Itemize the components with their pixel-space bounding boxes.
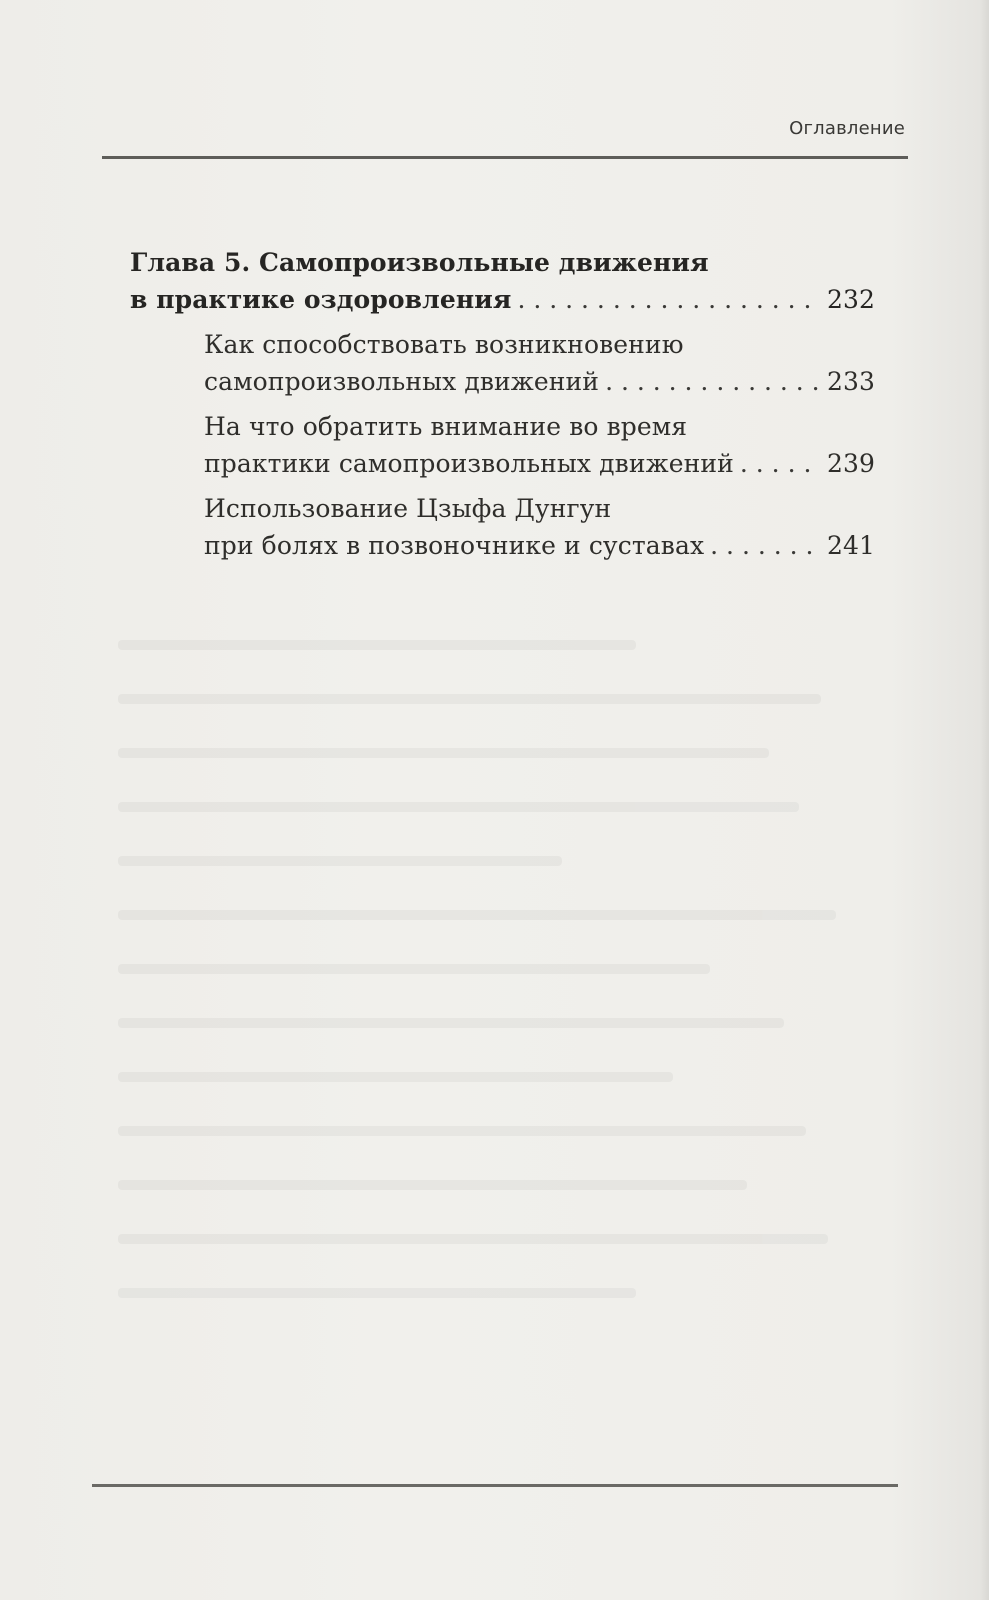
toc-section-entry[interactable] [204, 326, 875, 400]
section-title-line-1: Использование Цзыфа Дунгун [204, 494, 612, 523]
section-title-line-2: при болях в позвоночнике и суставах [204, 531, 705, 560]
section-title-line-1: На что обратить внимание во время [204, 412, 688, 441]
running-head: Оглавление [789, 118, 905, 139]
section-page-number: 239 [826, 449, 875, 478]
toc-section-entry[interactable] [204, 408, 875, 482]
section-page-number: 241 [826, 531, 875, 560]
dot-leader [740, 445, 821, 482]
table-of-contents [130, 244, 875, 564]
dot-leader [517, 281, 821, 318]
page-edge [979, 0, 989, 1600]
chapter-title-line-1: Глава 5. Самопроизвольные движения [130, 248, 709, 277]
section-page-number: 233 [826, 367, 875, 396]
dot-leader [605, 363, 821, 400]
section-title-line-2: практики самопроизвольных движений [204, 449, 734, 478]
dot-leader [710, 527, 821, 564]
section-title-line-1: Как способствовать возникновению [204, 330, 684, 359]
bottom-rule [92, 1484, 898, 1487]
section-title-line-2-row [204, 527, 875, 564]
toc-section-entry[interactable] [204, 490, 875, 564]
toc-chapter-entry[interactable] [130, 244, 875, 318]
section-title-line-2-row [204, 363, 875, 400]
section-title-line-2-row [204, 445, 875, 482]
section-title-line-2: самопроизвольных движений [204, 367, 600, 396]
top-rule [102, 156, 908, 159]
chapter-title-line-2: в практике оздоровления [130, 285, 512, 314]
chapter-page-number: 232 [826, 285, 875, 314]
chapter-title-line-2-row [130, 281, 875, 318]
show-through-texture [118, 640, 858, 1400]
